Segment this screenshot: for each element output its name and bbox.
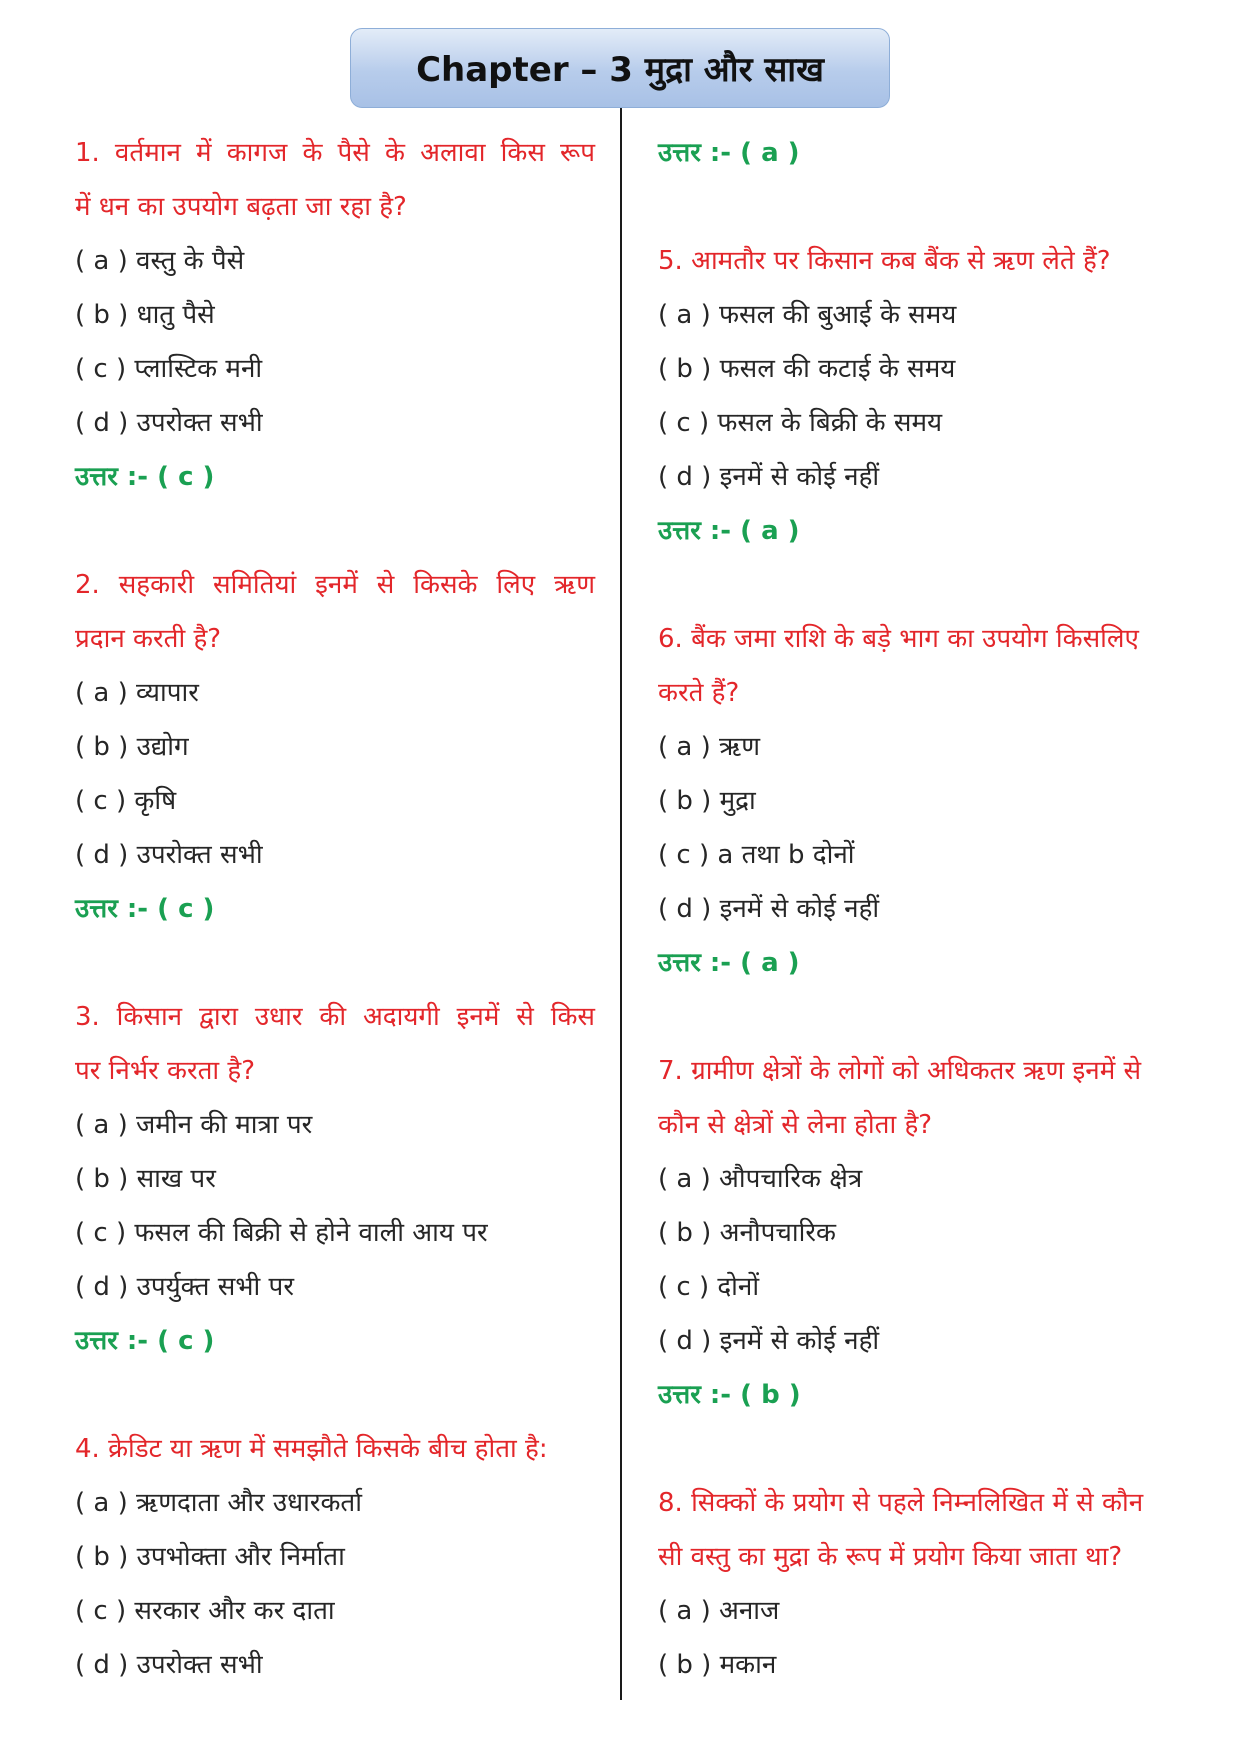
option-d: ( d ) इनमें से कोई नहीं bbox=[658, 462, 880, 492]
question-text: 4. क्रेडिट या ऋण में समझौते किसके बीच होता है: bbox=[75, 1434, 548, 1464]
option-b: ( b ) धातु पैसे bbox=[75, 300, 215, 330]
option-c: ( c ) प्लास्टिक मनी bbox=[75, 354, 263, 384]
question-text: 8. सिक्कों के प्रयोग से पहले निम्नलिखित में से कौन bbox=[658, 1488, 1144, 1518]
option-a: ( a ) ऋण bbox=[658, 732, 760, 762]
question-text: प्रदान करती है? bbox=[75, 624, 222, 654]
question-block bbox=[75, 558, 595, 936]
question-text: कौन से क्षेत्रों से लेना होता है? bbox=[658, 1110, 933, 1140]
left-column bbox=[75, 126, 595, 1692]
question-block bbox=[75, 1422, 595, 1692]
question-text: 7. ग्रामीण क्षेत्रों के लोगों को अधिकतर ऋण इनमें से bbox=[658, 1056, 1142, 1086]
question-text: करते हैं? bbox=[658, 678, 740, 708]
option-a: ( a ) ऋणदाता और उधारकर्ता bbox=[75, 1488, 362, 1518]
question-block bbox=[75, 990, 595, 1368]
option-b: ( b ) उपभोक्ता और निर्माता bbox=[75, 1542, 345, 1572]
answer: उत्तर :- ( c ) bbox=[75, 894, 215, 924]
question-text: 1. वर्तमान में कागज के पैसे के अलावा किस रूप bbox=[75, 138, 595, 168]
right-column bbox=[658, 126, 1178, 1692]
question-block bbox=[658, 1476, 1178, 1692]
question-block bbox=[658, 1044, 1178, 1422]
answer: उत्तर :- ( b ) bbox=[658, 1380, 801, 1410]
option-c: ( c ) सरकार और कर दाता bbox=[75, 1596, 335, 1626]
answer: उत्तर :- ( c ) bbox=[75, 1326, 215, 1356]
question-block bbox=[658, 612, 1178, 990]
option-c: ( c ) दोनों bbox=[658, 1272, 760, 1302]
option-c: ( c ) फसल की बिक्री से होने वाली आय पर bbox=[75, 1218, 488, 1248]
option-b: ( b ) उद्योग bbox=[75, 732, 189, 762]
chapter-title-box bbox=[350, 28, 890, 108]
option-a: ( a ) औपचारिक क्षेत्र bbox=[658, 1164, 863, 1194]
option-b: ( b ) फसल की कटाई के समय bbox=[658, 354, 956, 384]
option-d: ( d ) उपर्युक्त सभी पर bbox=[75, 1272, 294, 1302]
option-a: ( a ) फसल की बुआई के समय bbox=[658, 300, 957, 330]
option-a: ( a ) वस्तु के पैसे bbox=[75, 246, 245, 276]
option-d: ( d ) इनमें से कोई नहीं bbox=[658, 894, 880, 924]
option-d: ( d ) उपरोक्त सभी bbox=[75, 1650, 263, 1680]
carried-answer: उत्तर :- ( a ) bbox=[658, 138, 800, 168]
option-d: ( d ) उपरोक्त सभी bbox=[75, 408, 263, 438]
option-c: ( c ) फसल के बिक्री के समय bbox=[658, 408, 943, 438]
answer: उत्तर :- ( a ) bbox=[658, 516, 800, 546]
question-text: सी वस्तु का मुद्रा के रूप में प्रयोग किया जाता था? bbox=[658, 1542, 1123, 1572]
question-text: 6. बैंक जमा राशि के बड़े भाग का उपयोग किसलिए bbox=[658, 624, 1139, 654]
option-b: ( b ) अनौपचारिक bbox=[658, 1218, 836, 1248]
question-text: 2. सहकारी समितियां इनमें से किसके लिए ऋण bbox=[75, 570, 595, 600]
option-b: ( b ) मकान bbox=[658, 1650, 777, 1680]
option-a: ( a ) अनाज bbox=[658, 1596, 780, 1626]
question-text: पर निर्भर करता है? bbox=[75, 1056, 256, 1086]
question-block bbox=[75, 126, 595, 504]
option-d: ( d ) उपरोक्त सभी bbox=[75, 840, 263, 870]
question-text: 3. किसान द्वारा उधार की अदायगी इनमें से किस bbox=[75, 1002, 595, 1032]
chapter-title: Chapter – 3 मुद्रा और साख bbox=[416, 50, 824, 90]
option-c: ( c ) a तथा b दोनों bbox=[658, 840, 855, 870]
column-divider bbox=[620, 108, 622, 1700]
option-b: ( b ) मुद्रा bbox=[658, 786, 756, 816]
option-a: ( a ) व्यापार bbox=[75, 678, 199, 708]
question-block bbox=[658, 234, 1178, 558]
option-b: ( b ) साख पर bbox=[75, 1164, 216, 1194]
option-a: ( a ) जमीन की मात्रा पर bbox=[75, 1110, 313, 1140]
answer: उत्तर :- ( c ) bbox=[75, 462, 215, 492]
question-text: 5. आमतौर पर किसान कब बैंक से ऋण लेते हैं? bbox=[658, 246, 1111, 276]
option-c: ( c ) कृषि bbox=[75, 786, 177, 816]
question-text: में धन का उपयोग बढ़ता जा रहा है? bbox=[75, 192, 407, 222]
option-d: ( d ) इनमें से कोई नहीं bbox=[658, 1326, 880, 1356]
answer: उत्तर :- ( a ) bbox=[658, 948, 800, 978]
